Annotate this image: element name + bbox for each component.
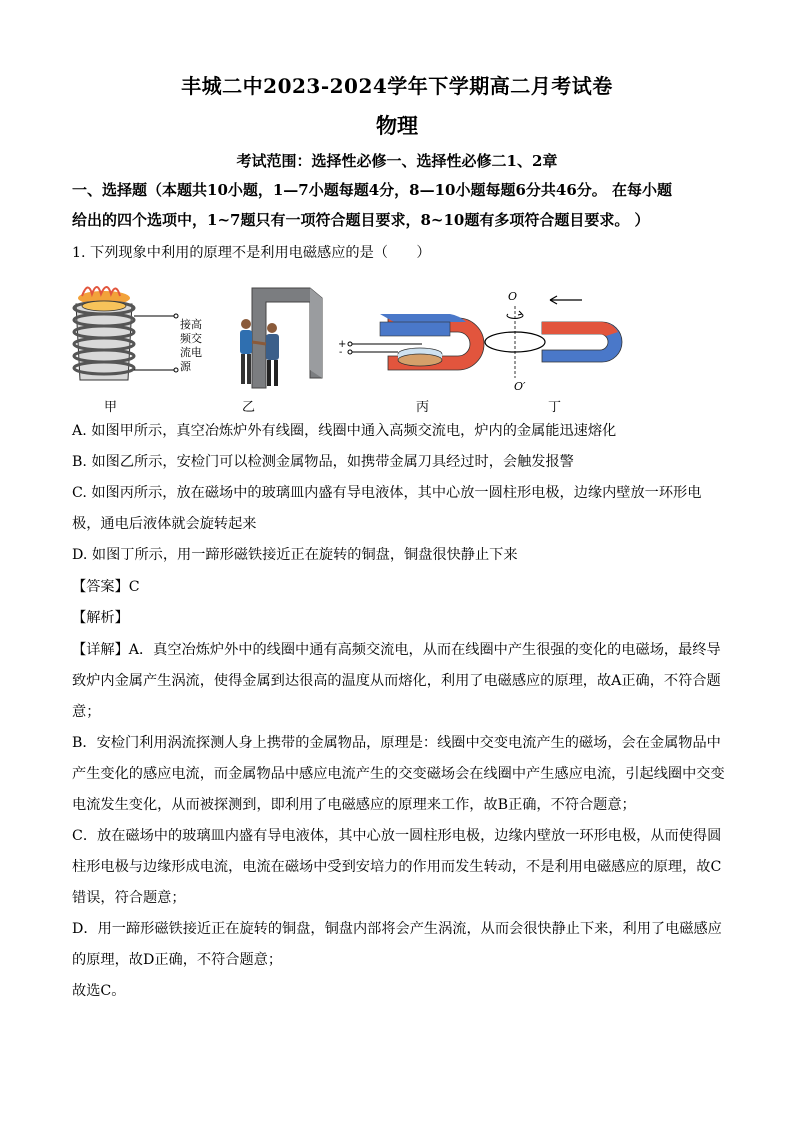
furnace-figure: [74, 287, 202, 380]
section-instruction-line2: 给出的四个选项中，1~7题只有一项符合题目要求，8~10题有多项符合题目要求。 ）: [72, 211, 650, 229]
coil-label-1: 接高: [180, 318, 202, 331]
analysis-line: 电流发生变化，从而被探测到，即利用了电磁感应的原理来工作，故B正确，不符合题意；: [72, 797, 636, 813]
analysis-line: 错误，符合题意；: [72, 890, 186, 906]
answer-label: 【答案】C: [72, 579, 140, 595]
section-instruction-line1: 一、选择题（本题共10小题，1—7小题每题4分，8—10小题每题6分共46分。 在每小题: [72, 181, 673, 199]
option-b: B. 如图乙所示，安检门可以检测金属物品，如携带金属刀具经过时，会触发报警: [72, 454, 574, 470]
analysis-line: C．放在磁场中的玻璃皿内盛有导电液体，其中心放一圆柱形电极，边缘内壁放一环形电极，从而使得圆: [72, 828, 722, 844]
option-a: A. 如图甲所示，真空冶炼炉外有线圈，线圈中通入高频交流电，炉内的金属能迅速熔化: [72, 423, 617, 439]
analysis-line: 的原理，故D正确，不符合题意；: [72, 952, 283, 968]
subject-title: 物理: [376, 113, 418, 138]
question-figure: [70, 278, 650, 413]
figure-caption-a: 甲: [104, 400, 118, 415]
analysis-line: B．安检门利用涡流探测人身上携带的金属物品，原理是：线圈中交变电流产生的磁场，会在金属物品中: [72, 735, 721, 751]
figure-caption-c: 丙: [416, 400, 430, 415]
analysis-line: 意；: [72, 704, 101, 720]
analysis-line: 产生变化的感应电流，而金属物品中感应电流产生的交变磁场会在线圈中产生感应电流，引起线圈中交变: [72, 766, 725, 782]
analysis-line: D．用一蹄形磁铁接近正在旋转的铜盘，铜盘内部将会产生涡流，从而会很快静止下来，利用了电磁感应: [72, 921, 722, 937]
figure-caption-d: 丁: [548, 400, 562, 415]
exam-title: 丰城二中2023-2024学年下学期高二月考试卷: [181, 74, 613, 98]
figure-caption-b: 乙: [242, 400, 256, 415]
option-c-line2: 极，通电后液体就会旋转起来: [72, 516, 257, 532]
option-d: D. 如图丁所示，用一蹄形磁铁接近正在旋转的铜盘，铜盘很快静止下来: [72, 547, 518, 563]
exam-scope: 考试范围：选择性必修一、选择性必修二1、2章: [236, 152, 558, 170]
coil-label-4: 源: [180, 360, 191, 373]
analysis-conclusion: 故选C。: [72, 983, 126, 999]
security-gate-figure: [240, 288, 322, 388]
analysis-line: 柱形电极与边缘形成电流，电流在磁场中受到安培力的作用而发生转动，不是利用电磁感应的原理，故C: [72, 859, 722, 875]
analysis-line: 【详解】A．真空冶炼炉外中的线圈中通有高频交流电，从而在线圈中产生很强的变化的电磁场，最终导: [72, 642, 721, 658]
axis-o-bottom: O′: [514, 380, 526, 393]
plus-label: +: [338, 339, 347, 350]
analysis-line: 致炉内金属产生涡流，使得金属到达很高的温度从而熔化，利用了电磁感应的原理，故A正确，不符合题: [72, 673, 721, 689]
coil-label-2: 频交: [180, 332, 202, 345]
copper-disc-figure: [485, 290, 622, 393]
question-stem: 1. 下列现象中利用的原理不是利用电磁感应的是（ ）: [72, 245, 431, 261]
coil-label-3: 流电: [180, 346, 202, 359]
axis-o-top: O: [508, 290, 518, 303]
analysis-header: 【解析】: [72, 610, 129, 626]
minus-label: -: [339, 347, 343, 358]
option-c-line1: C. 如图丙所示，放在磁场中的玻璃皿内盛有导电液体，其中心放一圆柱形电极，边缘内壁放一环形电: [72, 485, 702, 501]
magnet-dish-figure: [338, 314, 484, 370]
